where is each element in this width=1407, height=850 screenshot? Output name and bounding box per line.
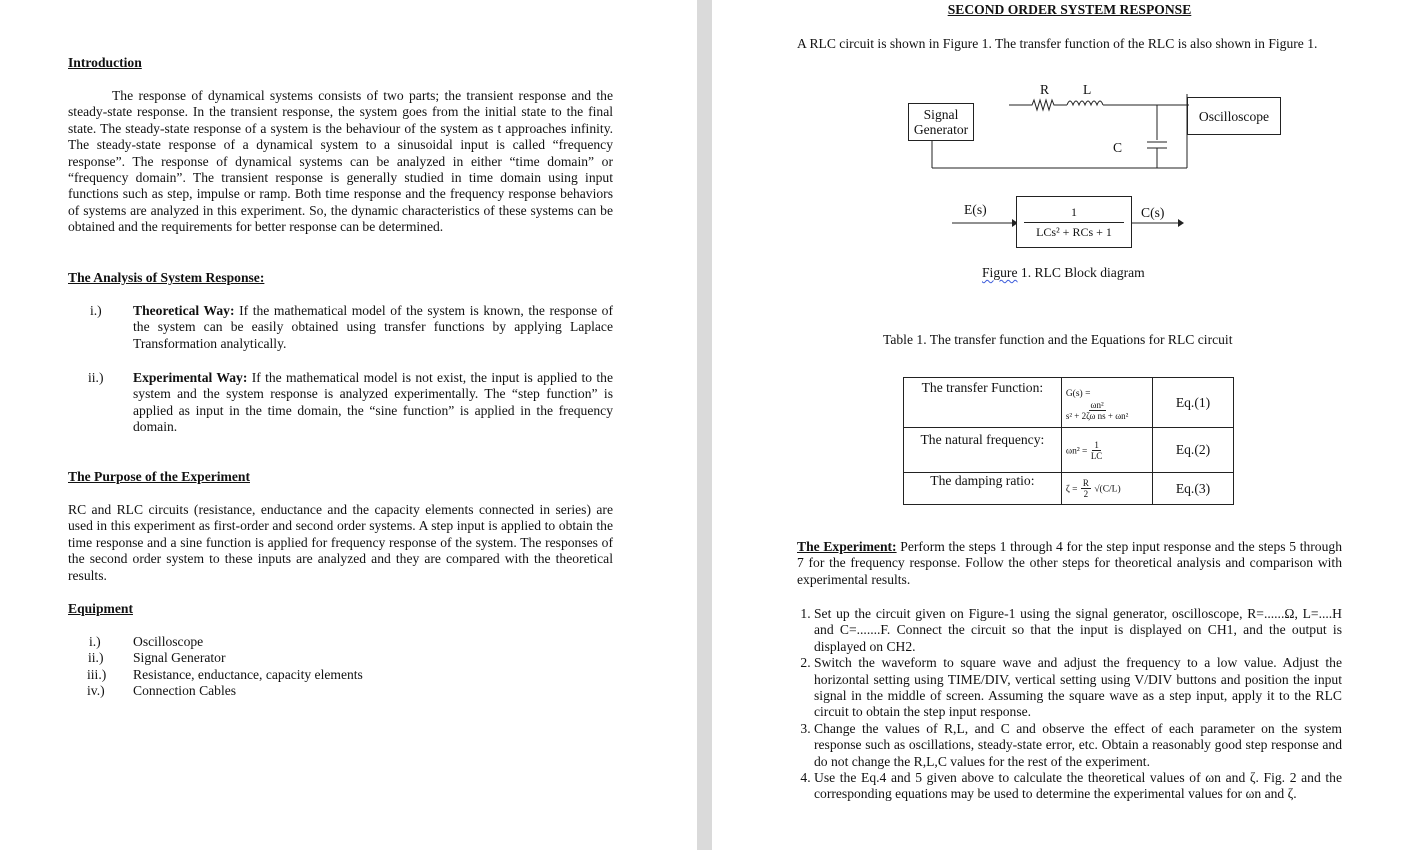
document-title: SECOND ORDER SYSTEM RESPONSE bbox=[947, 2, 1192, 17]
table-row bbox=[904, 378, 1234, 428]
output-label: C(s) bbox=[1141, 205, 1165, 220]
equipment-item-number: iii.) bbox=[87, 666, 107, 682]
block-numerator: 1 bbox=[1024, 205, 1124, 223]
row-label: The damping ratio: bbox=[904, 473, 1062, 505]
analysis-item-text: If the mathematical model of the system is known, the response of the system can be easily obtained using transfer functions by applying Laplace Transformation analytically. bbox=[133, 303, 614, 351]
figure-caption: Figure 1. RLC Block diagram bbox=[982, 265, 1145, 280]
equipment-item bbox=[68, 683, 613, 699]
row-equation: ωn² = $\frac{1}{LC}$ bbox=[1061, 428, 1152, 473]
equations-table bbox=[903, 377, 1234, 505]
list-item: 1. Set up the circuit given on Figure-1 using the signal generator, oscilloscope, R=......Ω, L=....H and C=.......F. Connect the circuit so that the input is displayed on CH1, and the output is displayed on CH2. bbox=[814, 606, 1342, 655]
analysis-item-experimental bbox=[68, 370, 613, 436]
list-item: 3. Change the values of R,L, and C and observe the effect of each parameter on the system response such as oscillations, steady-state error, etc. Obtain a reasonably good step response and do not change the R,L,C values for the rest of the experiment. bbox=[814, 721, 1342, 770]
analysis-item-text: If the mathematical model is not exist, the input is applied to the system and the system response is analyzed experimentally. The “step function” is applied as input in the time domain, the “sine function” is applied in the frequency domain. bbox=[133, 370, 614, 435]
capacitor-label: C bbox=[1113, 140, 1123, 155]
page-gutter bbox=[697, 0, 712, 850]
row-label: The natural frequency: bbox=[904, 428, 1062, 473]
row-equation: ζ = $\frac{R}{2}$ √(C/L) bbox=[1061, 473, 1152, 505]
row-equation: G(s) = $\frac{\text{ωn²}}{\text{s² + 2ζω ns + ωn²}}$ bbox=[1061, 378, 1152, 428]
equipment-item-number: iv.) bbox=[87, 683, 105, 699]
equipment-item bbox=[68, 634, 613, 650]
equipment-item-text: Oscilloscope bbox=[133, 634, 204, 649]
analysis-item-title: Theoretical Way: bbox=[133, 303, 235, 318]
table-caption: Table 1. The transfer function and the Equations for RLC circuit bbox=[883, 332, 1233, 347]
list-item: 4. Use the Eq.4 and 5 given above to calculate the theoretical values of ωn and ζ. Fig. 2 and the corresponding equations may be used to determine the experimental values for ωn and ζ. bbox=[814, 770, 1342, 803]
equipment-item-number: i.) bbox=[89, 634, 101, 649]
experiment-paragraph bbox=[797, 539, 1342, 588]
analysis-item-title: Experimental Way: bbox=[133, 370, 248, 385]
list-item: 2. Switch the waveform to square wave and adjust the frequency to a low value. Adjust the horizontal setting using TIME/DIV, vertical setting using V/DIV buttons and position the input signal in the middle of screen. Assuming the square wave as a step input, apply it to the RLC circuit to obtain the step input response. bbox=[814, 655, 1342, 721]
table-row bbox=[904, 428, 1234, 473]
table-row bbox=[904, 473, 1234, 505]
input-label: E(s) bbox=[964, 202, 987, 217]
equipment-item-text: Signal Generator bbox=[133, 650, 226, 666]
resistor-label: R bbox=[1040, 82, 1050, 97]
experiment-text: Perform the steps 1 through 4 for the step input response and the steps 5 through 7 for the frequency response. Follow the other steps for theoretical analysis and comparison with experimental results. bbox=[797, 539, 1342, 587]
signal-generator-box bbox=[908, 103, 974, 141]
equipment-item-number: ii.) bbox=[88, 650, 104, 666]
experiment-label: The Experiment: bbox=[797, 539, 897, 554]
signal-generator-label: Generator bbox=[913, 122, 969, 137]
transfer-function-block bbox=[1016, 196, 1132, 248]
left-page bbox=[0, 0, 697, 850]
oscilloscope-box: Oscilloscope bbox=[1187, 97, 1281, 135]
purpose-heading: The Purpose of the Experiment bbox=[68, 469, 250, 484]
block-denominator: LCs² + RCs + 1 bbox=[1036, 224, 1112, 239]
introduction-paragraph: The response of dynamical systems consists of two parts; the transient response and the steady-state response. In the transient response, the system goes from the initial state to the final state. The steady-state response of a system is the behaviour of the system as t approaches infinity. The steady-state response of a dynamical system to a sinusoidal input is called “frequency response”. The response of dynamical systems can be analyzed in either “time domain” or “frequency domain”. The transient response is generally studied in time domain using input functions such as step, impulse or ramp. Both time response and the frequency response behaviors of systems are analyzed in this experiment. So, the dynamic characteristics of these systems can be obtained and the requirements for better response can be determined. bbox=[68, 88, 613, 235]
equipment-item-text: Connection Cables bbox=[133, 683, 237, 699]
equipment-item-text: Resistance, enductance, capacity elements bbox=[133, 666, 363, 682]
row-equation-ref: Eq.(1) bbox=[1153, 378, 1234, 428]
introduction-heading: Introduction bbox=[68, 55, 142, 70]
equipment-item bbox=[68, 650, 613, 666]
analysis-item-theoretical bbox=[68, 303, 613, 352]
analysis-item-number: ii.) bbox=[88, 370, 104, 385]
figure-intro-paragraph: A RLC circuit is shown in Figure 1. The transfer function of the RLC is also shown in Figure 1. bbox=[797, 36, 1318, 51]
signal-generator-label: Signal bbox=[923, 107, 959, 122]
inductor-label: L bbox=[1083, 82, 1092, 97]
purpose-paragraph: RC and RLC circuits (resistance, enductance and the capacity elements connected in series) are used in this experiment as first-order and second order systems. A step input is applied to obtain the time response and a sine function is applied for frequency response of the system. The responses of the second order system to these inputs are analyzed and they are compared with the theoretical results. bbox=[68, 502, 613, 583]
equipment-item bbox=[68, 667, 613, 683]
row-equation-ref: Eq.(3) bbox=[1153, 473, 1234, 505]
row-equation-ref: Eq.(2) bbox=[1153, 428, 1234, 473]
analysis-item-number: i.) bbox=[90, 303, 102, 318]
oscilloscope-wire bbox=[1137, 104, 1189, 108]
row-label: The transfer Function: bbox=[904, 378, 1062, 428]
equipment-heading: Equipment bbox=[68, 601, 133, 616]
analysis-heading: The Analysis of System Response: bbox=[68, 270, 265, 285]
steps-list bbox=[797, 606, 1342, 803]
equipment-list bbox=[68, 634, 613, 700]
right-page bbox=[712, 0, 1407, 850]
